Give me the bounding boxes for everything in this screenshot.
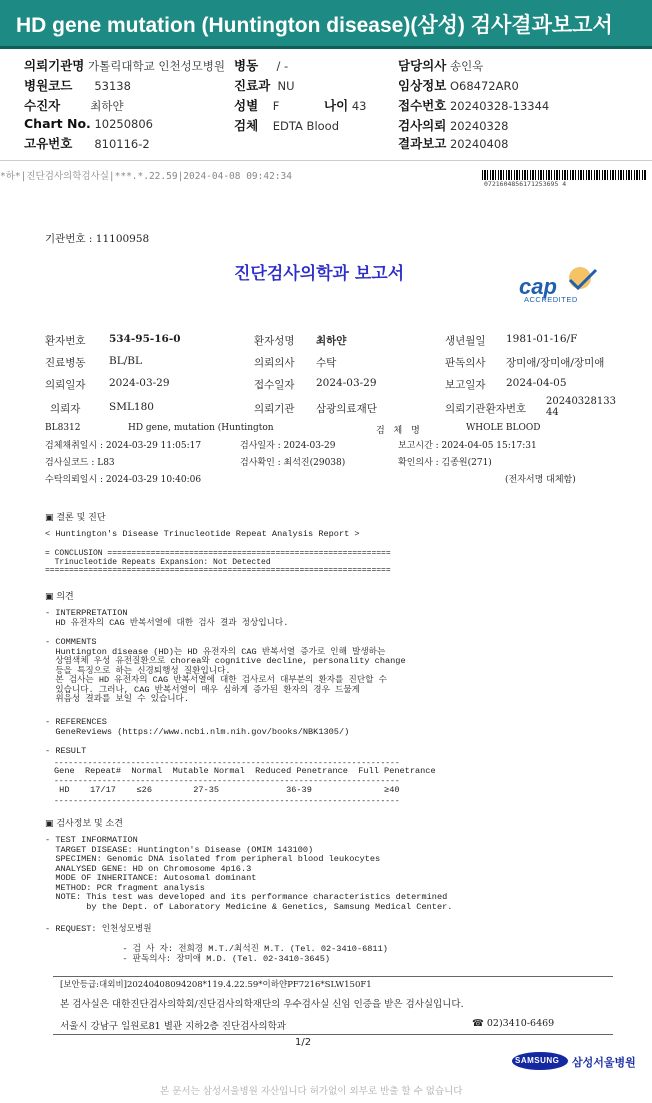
- info-row-0-col-2: 담당의사 송인욱: [398, 58, 484, 73]
- info-row-0-col-0: 의뢰기관명 가톨릭대학교 인천성모병원: [24, 58, 226, 73]
- meta-item: 검사확인 : 최석진(29038): [240, 458, 346, 468]
- info-row-1-col-0: 병원코드 53138: [24, 78, 131, 93]
- grid-label: 진료병동: [45, 357, 86, 369]
- comments: - COMMENTS Huntington disease (HD)는 HD 유전자의 CAG 반복서열 증가로 인해 발생하는 상염색체 우성 유전질환으로 chorea와 cognitive decline, personality change 등을 특징으로 하는 신경퇴행성 질환입니다. 본 검사는 HD 유전자의 CAG 반복서열에 대한 검사로서 대부분의 환자를 진단할 수 있습니다. 그러나, CAG 반복서열이 매우 심하게 증가된 환자의 경우 드물게 위음성 결과를 보일 수 있습니다.: [45, 637, 406, 704]
- hospital-name: 삼성서울병원: [572, 1056, 636, 1069]
- info-row-3-col-1: 검체 EDTA Blood: [234, 118, 340, 133]
- result-heading: - RESULT: [45, 746, 87, 756]
- grid-label: 환자성명: [254, 335, 295, 347]
- meta-item: 보고시간 : 2024-04-05 15:17:31: [398, 441, 537, 451]
- test-information: - TEST INFORMATION TARGET DISEASE: Huntington's Disease (OMIM 143100) SPECIMEN: Genomic DNA isolated from peripheral blood leukocytes ANALYSED GENE: HD on Chromosome 4p16.3 MODE OF INHERITANCE: Autosomal dominant METHOD: PCR fragment analysis NOTE: This test was developed and its performance characteristics determined by the Dept. of Laboratory Medicine & Genetics, Samsung Medical Center.: [45, 835, 453, 912]
- info-divider: [0, 160, 652, 161]
- specimen-value: WHOLE BLOOD: [466, 423, 541, 433]
- report-title: 진단검사의학과 보고서: [234, 264, 405, 284]
- barcode: [482, 170, 647, 180]
- birth-date: 1981-01-16/F: [506, 333, 578, 345]
- ward: BL/BL: [109, 355, 142, 367]
- security-line: [보안등급:대외비]20240408094208*119.4.22.59*이하얀PF7216*SLW150F1: [60, 980, 372, 990]
- info-row-0-col-1: 병동 / -: [234, 58, 289, 73]
- requester: SML180: [109, 401, 154, 413]
- disclaimer: 본 문서는 삼성서울병원 자산입니다 허가없이 외부로 반출 할 수 없습니다: [160, 1086, 463, 1097]
- test-info-heading: ▣ 검사정보 및 소견: [45, 819, 123, 829]
- report-header-title: HD gene mutation (Huntington disease)(삼성) 검사결과보고서: [16, 14, 613, 37]
- info-row-4-col-0: 고유번호 810116-2: [24, 136, 150, 151]
- report-name: < Huntington's Disease Trinucleotide Repeat Analysis Report >: [45, 529, 360, 539]
- cap-check-icon: [550, 266, 600, 292]
- request: - REQUEST: 인천성모병원: [45, 924, 152, 934]
- info-row-3-col-2: 검사의뢰 20240328: [398, 118, 509, 133]
- cap-accredited: ACCREDITED: [524, 295, 578, 304]
- conclusion-block: = CONCLUSION =========================================================== Trinucleotide Repeats Expansion: Not Detected ========================================================================: [45, 549, 391, 575]
- grid-label: 보고일자: [445, 379, 486, 391]
- info-row-1-col-2: 임상정보 O68472AR0: [398, 78, 519, 93]
- meta-item: 검사실코드 : L83: [45, 458, 115, 468]
- info-row-2-col-1: 성별 F: [234, 98, 280, 113]
- lab-address: 서울시 강남구 일원로81 별관 지하2층 진단검사의학과: [60, 1021, 286, 1032]
- institution-patient-number: 2024032813344: [546, 396, 616, 418]
- meta-item: 검사일자 : 2024-03-29: [240, 441, 336, 451]
- conclusion-heading: ▣ 결론 및 진단: [45, 513, 106, 523]
- receipt-date: 2024-03-29: [316, 377, 377, 389]
- specimen-label: 검 체 명: [376, 426, 423, 436]
- lab-phone: ☎ 02)3410-6469: [472, 1018, 555, 1029]
- footer-rule: [53, 976, 613, 977]
- grid-label: 의뢰자: [50, 403, 81, 415]
- barcode-number: 0721604856171253695 4: [484, 180, 567, 188]
- info-row-4-col-2: 결과보고 20240408: [398, 136, 509, 151]
- result-columns: Gene Repeat# Normal Mutable Normal Reduced Penetrance Full Penetrance: [54, 766, 436, 776]
- signers: - 검 사 자: 전희경 M.T./최석진 M.T. (Tel. 02-3410-6811) - 판독의사: 장미애 M.D. (Tel. 02-3410-3645): [122, 944, 388, 964]
- grid-label: 의뢰기관환자번호: [445, 403, 527, 415]
- certification-line: 본 검사실은 대한진단검사의학회/진단검사의학재단의 우수검사실 신임 인증을 받은 검사실입니다.: [60, 999, 464, 1010]
- patient-name: 최하얀: [316, 335, 347, 347]
- samsung-logo: [512, 1050, 647, 1072]
- requesting-institution: 삼광의료재단: [316, 403, 377, 415]
- grid-label: 의뢰의사: [254, 357, 295, 369]
- meta-item: 수탁의뢰일시 : 2024-03-29 10:40:06: [45, 475, 202, 485]
- info-age: 나이 43: [324, 98, 367, 113]
- page-number: 1/2: [295, 1037, 312, 1048]
- meta-item: 검체채취일시 : 2024-03-29 11:05:17: [45, 441, 202, 451]
- cap-logo-text: cap: [519, 274, 557, 299]
- result-row: HD 17/17 ≤26 27-35 36-39 ≥40: [54, 785, 400, 795]
- patient-number: 534-95-16-0: [109, 333, 181, 345]
- test-code: BL8312: [45, 423, 81, 433]
- result-rule-bottom: ------------------------------------------------------------------------: [54, 797, 400, 806]
- report-date: 2024-04-05: [506, 377, 567, 389]
- samsung-wordmark: SAMSUNG: [515, 1056, 560, 1065]
- result-rule-top: ------------------------------------------------------------------------: [54, 759, 400, 768]
- report-header-bar: [0, 0, 652, 49]
- grid-label: 의뢰일자: [45, 379, 86, 391]
- referring-doctor: 수탁: [316, 357, 337, 369]
- e-signature-note: (전자서명 대체함): [505, 475, 576, 485]
- grid-label: 의뢰기관: [254, 403, 295, 415]
- request-date: 2024-03-29: [109, 377, 170, 389]
- opinion-heading: ▣ 의견: [45, 592, 74, 602]
- test-name: HD gene, mutation (Huntington: [128, 423, 274, 433]
- print-stamp: *하*|진단검사의학검사실|***.*.22.59|2024-04-08 09:42:34: [0, 171, 292, 182]
- info-row-1-col-1: 진료과 NU: [234, 78, 295, 93]
- institution-number: 기관번호 : 11100958: [45, 233, 150, 245]
- grid-label: 접수일자: [254, 379, 295, 391]
- meta-item: 확인의사 : 김종원(271): [398, 458, 492, 468]
- footer-rule-bottom: [53, 1034, 613, 1035]
- references: - REFERENCES GeneReviews (https://www.ncbi.nlm.nih.gov/books/NBK1305/): [45, 717, 350, 737]
- reading-doctor: 장미애/장미애/장미애: [506, 357, 605, 369]
- info-row-3-col-0: Chart No. 10250806: [24, 116, 153, 131]
- interpretation: - INTERPRETATION HD 유전자의 CAG 반복서열에 대한 검사 결과 정상입니다.: [45, 608, 289, 628]
- grid-label: 생년월일: [445, 335, 486, 347]
- info-row-2-col-0: 수진자 최하얀: [24, 98, 124, 113]
- grid-label: 환자번호: [45, 335, 86, 347]
- grid-label: 판독의사: [445, 357, 486, 369]
- info-row-2-col-2: 접수번호 20240328-13344: [398, 98, 550, 113]
- result-rule-mid: ------------------------------------------------------------------------: [54, 777, 400, 786]
